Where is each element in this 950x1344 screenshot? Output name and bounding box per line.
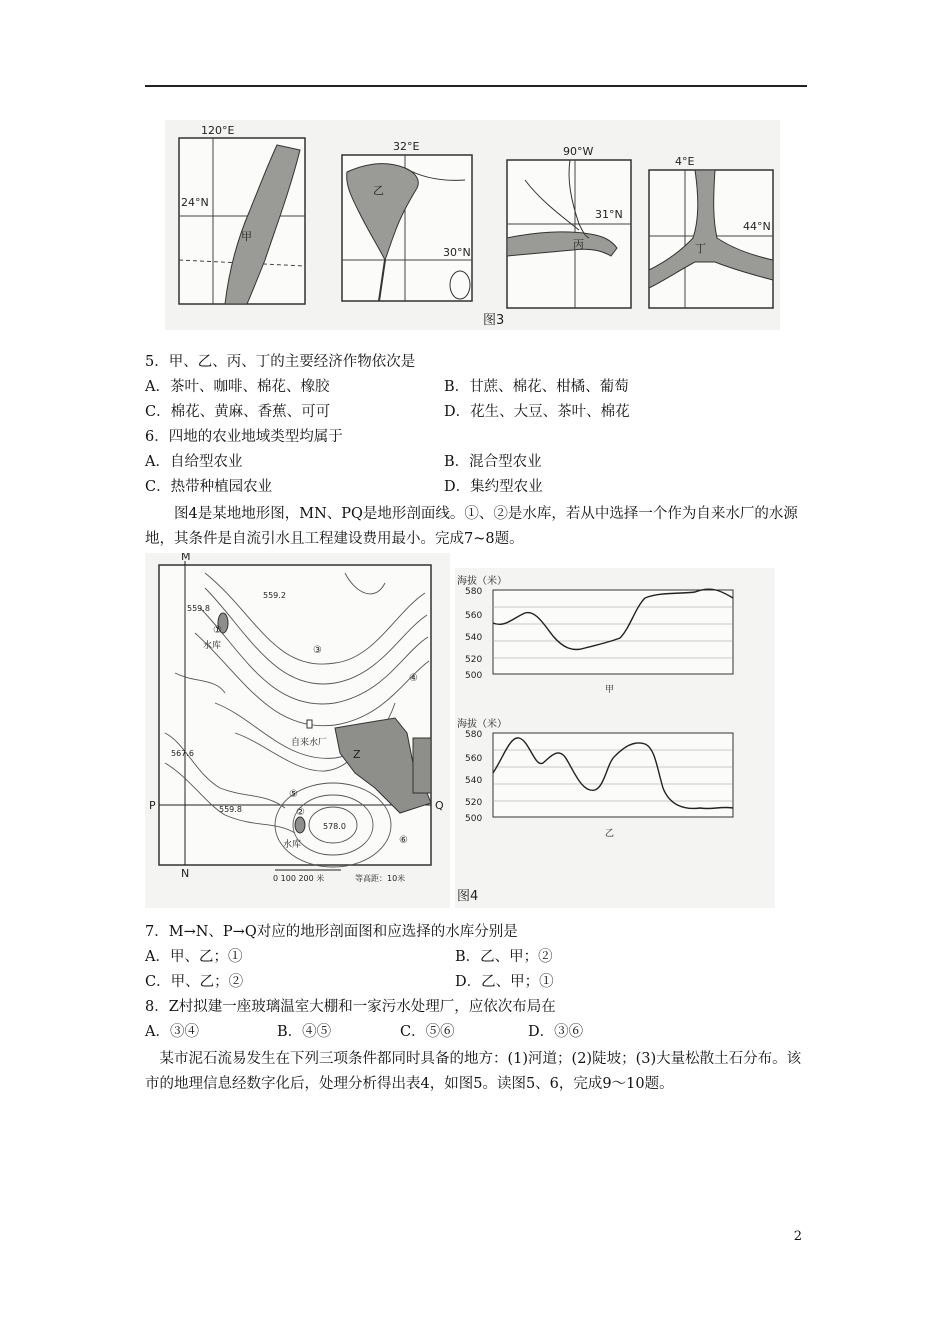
panel-bing bbox=[507, 145, 631, 308]
q7-option-c: C．甲、乙；② bbox=[145, 974, 244, 990]
scale-label: 0 100 200 米 bbox=[273, 874, 325, 883]
figure-4-profiles bbox=[455, 568, 775, 908]
spot-height-3: 559.8 bbox=[219, 805, 242, 814]
profile-yi-ylabel: 海拔（米） bbox=[457, 719, 507, 730]
bing-lon-label: 90°W bbox=[563, 145, 594, 158]
jia-lat-label: 24°N bbox=[181, 196, 209, 209]
label-c5: ⑤ bbox=[289, 789, 298, 800]
profile-yi-tick-500: 500 bbox=[465, 814, 483, 824]
profile-yi-name: 乙 bbox=[605, 829, 615, 839]
profile-yi-tick-580: 580 bbox=[465, 730, 483, 740]
q8-stem: 8．Z村拟建一座玻璃温室大棚和一家污水处理厂，应依次布局在 bbox=[145, 999, 556, 1015]
label-c2: ② bbox=[296, 807, 305, 818]
ding-region-label: 丁 bbox=[695, 242, 706, 255]
q6-stem: 6．四地的农业地域类型均属于 bbox=[145, 429, 343, 445]
panel-yi bbox=[342, 140, 472, 301]
profile-yi-tick-520: 520 bbox=[465, 798, 483, 808]
figure-3 bbox=[165, 120, 780, 330]
figure4-caption: 图4 bbox=[457, 889, 479, 904]
profile-jia-tick-520: 520 bbox=[465, 655, 483, 665]
waterworks-symbol bbox=[307, 720, 312, 728]
q6-option-a: A．自给型农业 bbox=[145, 454, 243, 470]
spot-height-2: 559.8 bbox=[187, 604, 210, 613]
village-label: Z bbox=[353, 748, 361, 761]
label-c6: ⑥ bbox=[399, 835, 408, 846]
profile-jia-ylabel: 海拔（米） bbox=[457, 576, 507, 587]
header-rule bbox=[145, 85, 807, 87]
spot-height-5: 567.6 bbox=[171, 749, 194, 758]
q7-option-a: A．甲、乙；① bbox=[145, 949, 243, 965]
waterworks-label: 自来水厂 bbox=[291, 738, 328, 748]
q5-option-c: C．棉花、黄麻、香蕉、可可 bbox=[145, 404, 331, 420]
bing-lat-label: 31°N bbox=[595, 208, 623, 221]
label-p: P bbox=[149, 799, 156, 812]
jia-region-label: 甲 bbox=[241, 230, 252, 243]
figure3-caption: 图3 bbox=[483, 313, 505, 328]
profile-jia-tick-580: 580 bbox=[465, 587, 483, 597]
reservoir-2 bbox=[295, 817, 305, 833]
label-m: M bbox=[181, 553, 191, 563]
label-c1: ① bbox=[213, 625, 222, 636]
q6-option-d: D．集约型农业 bbox=[444, 479, 543, 495]
profile-jia-tick-500: 500 bbox=[465, 671, 483, 681]
contour-interval-label: 等高距：10米 bbox=[355, 874, 406, 883]
yi-lon-label: 32°E bbox=[393, 140, 420, 153]
q5-option-d: D．花生、大豆、茶叶、棉花 bbox=[444, 404, 630, 420]
intro-9-10: 某市泥石流易发生在下列三项条件都同时具备的地方：(1)河道；(2)陡坡；(3)大量松散土石分布。该市的地理信息经数字化后，处理分析得出表4，如图5。读图5、6，完成9～10题。 bbox=[145, 1051, 802, 1092]
figure-4-map bbox=[145, 553, 450, 908]
reservoir-label-bottom: 水库 bbox=[283, 840, 302, 850]
bing-region-label: 丙 bbox=[573, 238, 584, 251]
yi-region-label: 乙 bbox=[373, 184, 384, 197]
intro-7-8: 图4是某地地形图，MN、PQ是地形剖面线。①、②是水库，若从中选择一个作为自来水厂的水源地，其条件是自流引水且工程建设费用最小。完成7~8题。 bbox=[145, 506, 798, 547]
yi-lat-label: 30°N bbox=[443, 246, 471, 259]
profile-jia-tick-560: 560 bbox=[465, 611, 483, 621]
label-c4: ④ bbox=[409, 673, 418, 684]
q7-option-d: D．乙、甲；① bbox=[455, 974, 554, 990]
panel-jia bbox=[179, 124, 305, 304]
q8-option-c: C．⑤⑥ bbox=[400, 1024, 455, 1040]
spot-height-1: 559.2 bbox=[263, 591, 286, 600]
spot-height-4: 578.0 bbox=[323, 822, 346, 831]
q6-option-b: B．混合型农业 bbox=[444, 454, 542, 470]
page-number: 2 bbox=[793, 1229, 802, 1244]
q7-stem: 7．M→N、P→Q对应的地形剖面图和应选择的水库分别是 bbox=[145, 924, 518, 940]
q5-option-b: B．甘蔗、棉花、柑橘、葡萄 bbox=[444, 379, 629, 395]
q7-option-b: B．乙、甲；② bbox=[455, 949, 553, 965]
panel-ding bbox=[649, 155, 773, 308]
q5-option-a: A．茶叶、咖啡、棉花、橡胶 bbox=[145, 379, 330, 395]
ding-lon-label: 4°E bbox=[675, 155, 695, 168]
q8-option-a: A．③④ bbox=[145, 1024, 199, 1040]
profile-jia-tick-540: 540 bbox=[465, 633, 483, 643]
q8-option-b: B．④⑤ bbox=[277, 1024, 332, 1040]
q5-stem: 5．甲、乙、丙、丁的主要经济作物依次是 bbox=[145, 354, 416, 370]
profile-yi-tick-540: 540 bbox=[465, 776, 483, 786]
q6-option-c: C．热带种植园农业 bbox=[145, 479, 273, 495]
jia-lon-label: 120°E bbox=[201, 124, 235, 137]
label-q: Q bbox=[435, 799, 444, 812]
q8-option-d: D．③⑥ bbox=[528, 1024, 584, 1040]
ding-lat-label: 44°N bbox=[743, 220, 771, 233]
profile-yi-tick-560: 560 bbox=[465, 754, 483, 764]
label-c3: ③ bbox=[313, 645, 322, 656]
label-n: N bbox=[181, 867, 190, 880]
reservoir-label-top: 水库 bbox=[203, 641, 222, 651]
profile-jia-name: 甲 bbox=[605, 685, 615, 695]
